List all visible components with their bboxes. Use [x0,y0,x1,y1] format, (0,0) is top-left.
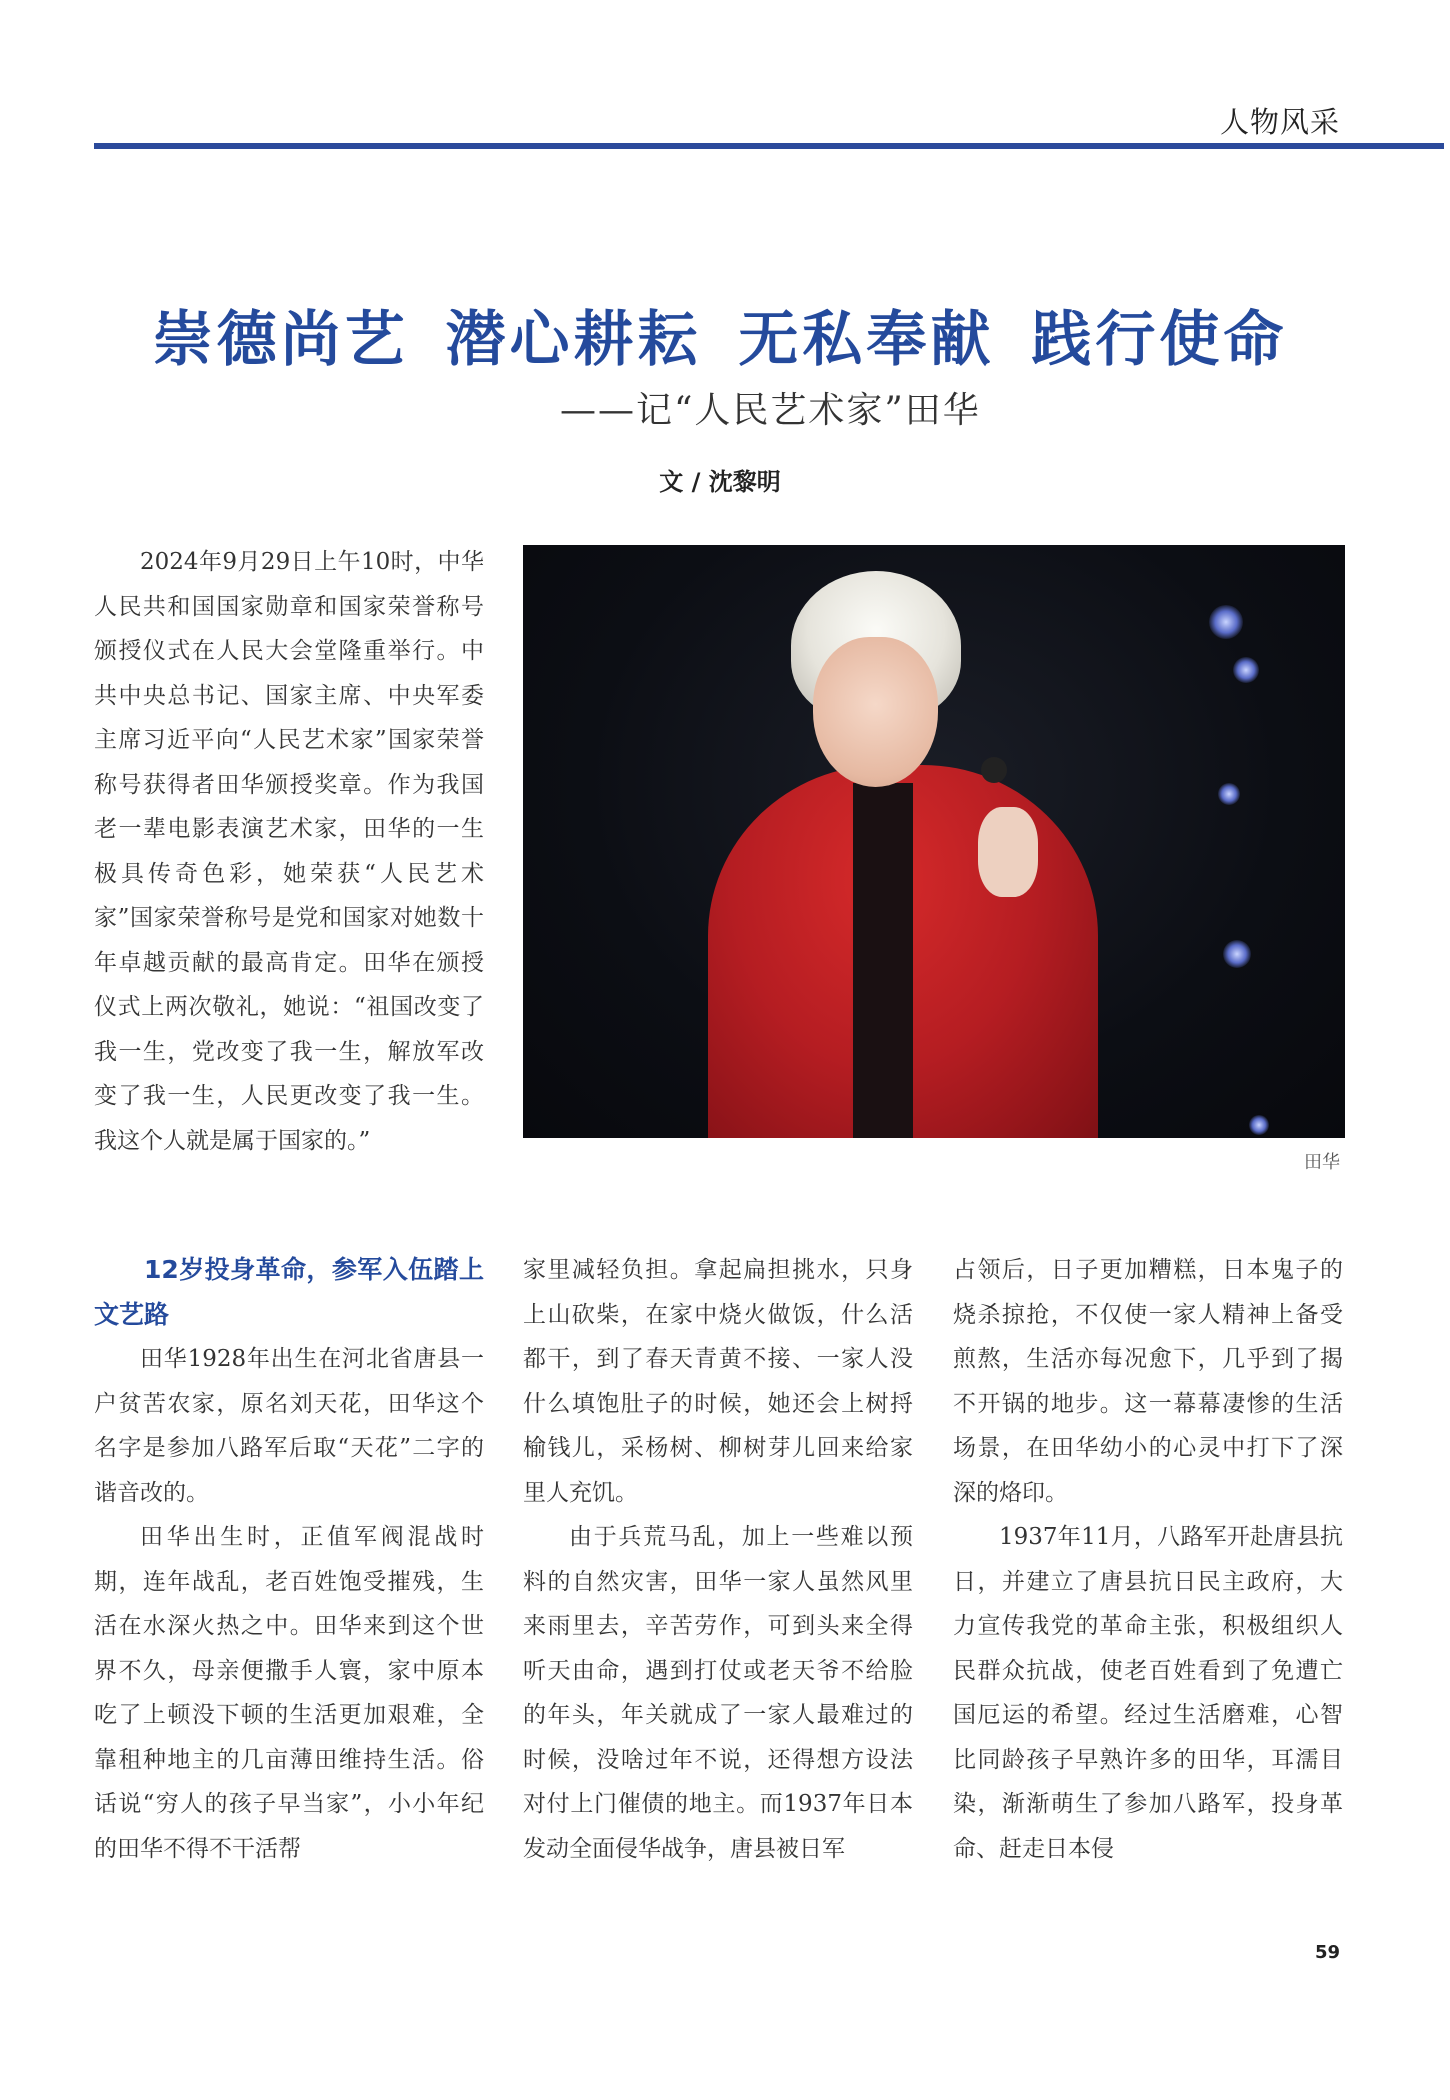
paragraph: 田华1928年出生在河北省唐县一户贫苦农家，原名刘天花，田华这个名字是参加八路军后取“天花”二字的谐音改的。 [94,1346,484,1506]
page-number: 59 [1314,1942,1340,1963]
figure-hand [978,807,1038,897]
microphone-icon [981,757,1007,783]
paragraph: 1937年11月，八路军开赴唐县抗日，并建立了唐县抗日民主政府，大力宣传我党的革命主张，积极组织人民群众抗战，使老百姓看到了免遭亡国厄运的希望。经过生活磨难，心智比同龄孩子早熟许多的田华，耳濡目染，渐渐萌生了参加八路军，投身革命、赶走日本侵 [953,1524,1343,1862]
stage-light-orb [1233,657,1259,683]
column-1 [94,1248,484,1871]
intro-text [94,540,484,1163]
paragraph: 家里减轻负担。拿起扁担挑水，只身上山砍柴，在家中烧火做饭，什么活都干，到了春天青黄不接、一家人没什么填饱肚子的时候，她还会上树捋榆钱儿，采杨树、柳树芽儿回来给家里人充饥。 [523,1257,913,1506]
paragraph: 占领后，日子更加糟糕，日本鬼子的烧杀掠抢，不仅使一家人精神上备受煎熬，生活亦每况愈下，几乎到了揭不开锅的地步。这一幕幕凄惨的生活场景，在田华幼小的心灵中打下了深深的烙印。 [953,1257,1343,1506]
stage-light-orb [1223,940,1251,968]
section-heading: 12岁投身革命，参军入伍踏上文艺路 [94,1255,484,1329]
section-label: 人物风采 [1219,105,1340,139]
header-rule [94,143,1444,149]
article-title: 崇德尚艺 潜心耕耘 无私奉献 践行使命 [152,305,1288,375]
figure-collar [853,783,913,1138]
paragraph: 由于兵荒马乱，加上一些难以预料的自然灾害，田华一家人虽然风里来雨里去，辛苦劳作，可到头来全得听天由命，遇到打仗或老天爷不给脸的年头，年关就成了一家人最难过的时候，没啥过年不说，还得想方设法对付上门催债的地主。而1937年日本发动全面侵华战争，唐县被日军 [523,1524,913,1862]
stage-light-orb [1249,1115,1269,1135]
stage-light-orb [1209,605,1243,639]
paragraph: 田华出生时，正值军阀混战时期，连年战乱，老百姓饱受摧残，生活在水深火热之中。田华来到这个世界不久，母亲便撒手人寰，家中原本吃了上顿没下顿的生活更加艰难，全靠租种地主的几亩薄田维持生活。俗话说“穷人的孩子早当家”，小小年纪的田华不得不干活帮 [94,1524,484,1862]
portrait-photo [523,545,1345,1138]
column-2 [523,1248,913,1871]
article-byline: 文 / 沈黎明 [659,468,781,496]
column-3 [953,1248,1343,1871]
figure-face [813,637,938,787]
photo-caption: 田华 [1304,1152,1340,1173]
stage-light-orb [1218,783,1240,805]
intro-paragraph: 2024年9月29日上午10时，中华人民共和国国家勋章和国家荣誉称号颁授仪式在人民大会堂隆重举行。中共中央总书记、国家主席、中央军委主席习近平向“人民艺术家”国家荣誉称号获得者田华颁授奖章。作为我国老一辈电影表演艺术家，田华的一生极具传奇色彩，她荣获“人民艺术家”国家荣誉称号是党和国家对她数十年卓越贡献的最高肯定。田华在颁授仪式上两次敬礼，她说：“祖国改变了我一生，党改变了我一生，解放军改变了我一生，人民更改变了我一生。我这个人就是属于国家的。” [94,549,484,1154]
article-subtitle: ——记“人民艺术家”田华 [560,390,981,431]
